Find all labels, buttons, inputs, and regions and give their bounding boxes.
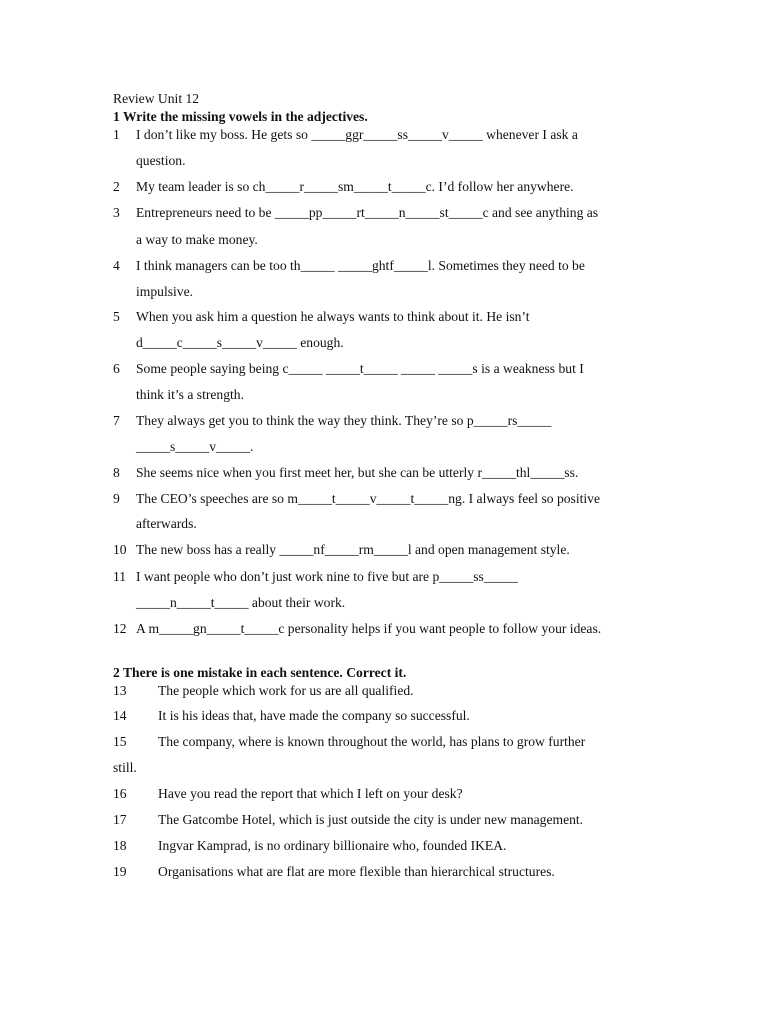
item-text: A m_____gn_____t_____c personality helps if you want people to follow your ideas. xyxy=(136,621,602,636)
item-text: The people which work for us are all qualified. xyxy=(158,683,414,698)
item-text: She seems nice when you first meet her, but she can be utterly r_____thl_____ss. xyxy=(136,465,579,480)
item-text-continued: question. xyxy=(136,153,186,168)
item-text-continued: still. xyxy=(113,760,137,775)
item-number: 8 xyxy=(113,465,120,480)
item-text: The Gatcombe Hotel, which is just outside the city is under new management. xyxy=(158,812,584,827)
item-text: I want people who don’t just work nine to five but are p_____ss_____ xyxy=(136,569,518,584)
item-text: I think managers can be too th_____ _____ghtf_____l. Sometimes they need to be xyxy=(136,258,585,273)
item-number: 6 xyxy=(113,361,120,376)
item-text-continued: _____n_____t_____ about their work. xyxy=(136,595,346,610)
item-number: 7 xyxy=(113,413,120,428)
item-number: 10 xyxy=(113,542,127,557)
item-text: The company, where is known throughout the world, has plans to grow further xyxy=(158,734,586,749)
item-text: Organisations what are flat are more flexible than hierarchical structures. xyxy=(158,864,555,879)
item-text-continued: d_____c_____s_____v_____ enough. xyxy=(136,335,344,350)
item-text: Entrepreneurs need to be _____pp_____rt_____n_____st_____c and see anything as xyxy=(136,205,599,220)
item-number: 14 xyxy=(113,708,127,723)
item-number: 3 xyxy=(113,205,120,220)
item-number: 19 xyxy=(113,864,127,879)
item-number: 4 xyxy=(113,258,120,273)
item-text: Ingvar Kamprad, is no ordinary billionaire who, founded IKEA. xyxy=(158,838,507,853)
item-text: It is his ideas that, have made the company so successful. xyxy=(158,708,470,723)
item-text: My team leader is so ch_____r_____sm_____t_____c. I’d follow her anywhere. xyxy=(136,179,574,194)
section-2-heading: 2 There is one mistake in each sentence. Correct it. xyxy=(113,665,407,680)
item-text: Have you read the report that which I left on your desk? xyxy=(158,786,463,801)
item-number: 17 xyxy=(113,812,127,827)
item-text-continued: think it’s a strength. xyxy=(136,387,244,402)
item-text: When you ask him a question he always wants to think about it. He isn’t xyxy=(136,309,530,324)
item-number: 2 xyxy=(113,179,120,194)
item-text: They always get you to think the way they think. They’re so p_____rs_____ xyxy=(136,413,552,428)
item-number: 11 xyxy=(113,569,127,584)
section-1-heading: 1 Write the missing vowels in the adjectives. xyxy=(113,109,368,124)
item-number: 9 xyxy=(113,491,120,506)
item-text: I don’t like my boss. He gets so _____ggr_____ss_____v_____ whenever I ask a xyxy=(136,127,578,142)
item-number: 15 xyxy=(113,734,127,749)
item-number: 1 xyxy=(113,127,120,142)
item-number: 16 xyxy=(113,786,127,801)
item-text: The new boss has a really _____nf_____rm_____l and open management style. xyxy=(136,542,570,557)
item-text-continued: _____s_____v_____. xyxy=(136,439,254,454)
item-text: Some people saying being c_____ _____t_____ _____ _____s is a weakness but I xyxy=(136,361,584,376)
item-number: 12 xyxy=(113,621,127,636)
item-text-continued: afterwards. xyxy=(136,516,197,531)
item-number: 13 xyxy=(113,683,127,698)
document-title: Review Unit 12 xyxy=(113,91,200,106)
item-number: 5 xyxy=(113,309,120,324)
item-text-continued: a way to make money. xyxy=(136,232,258,247)
item-text: The CEO’s speeches are so m_____t_____v_____t_____ng. I always feel so positive xyxy=(136,491,600,506)
item-text-continued: impulsive. xyxy=(136,284,194,299)
item-number: 18 xyxy=(113,838,127,853)
